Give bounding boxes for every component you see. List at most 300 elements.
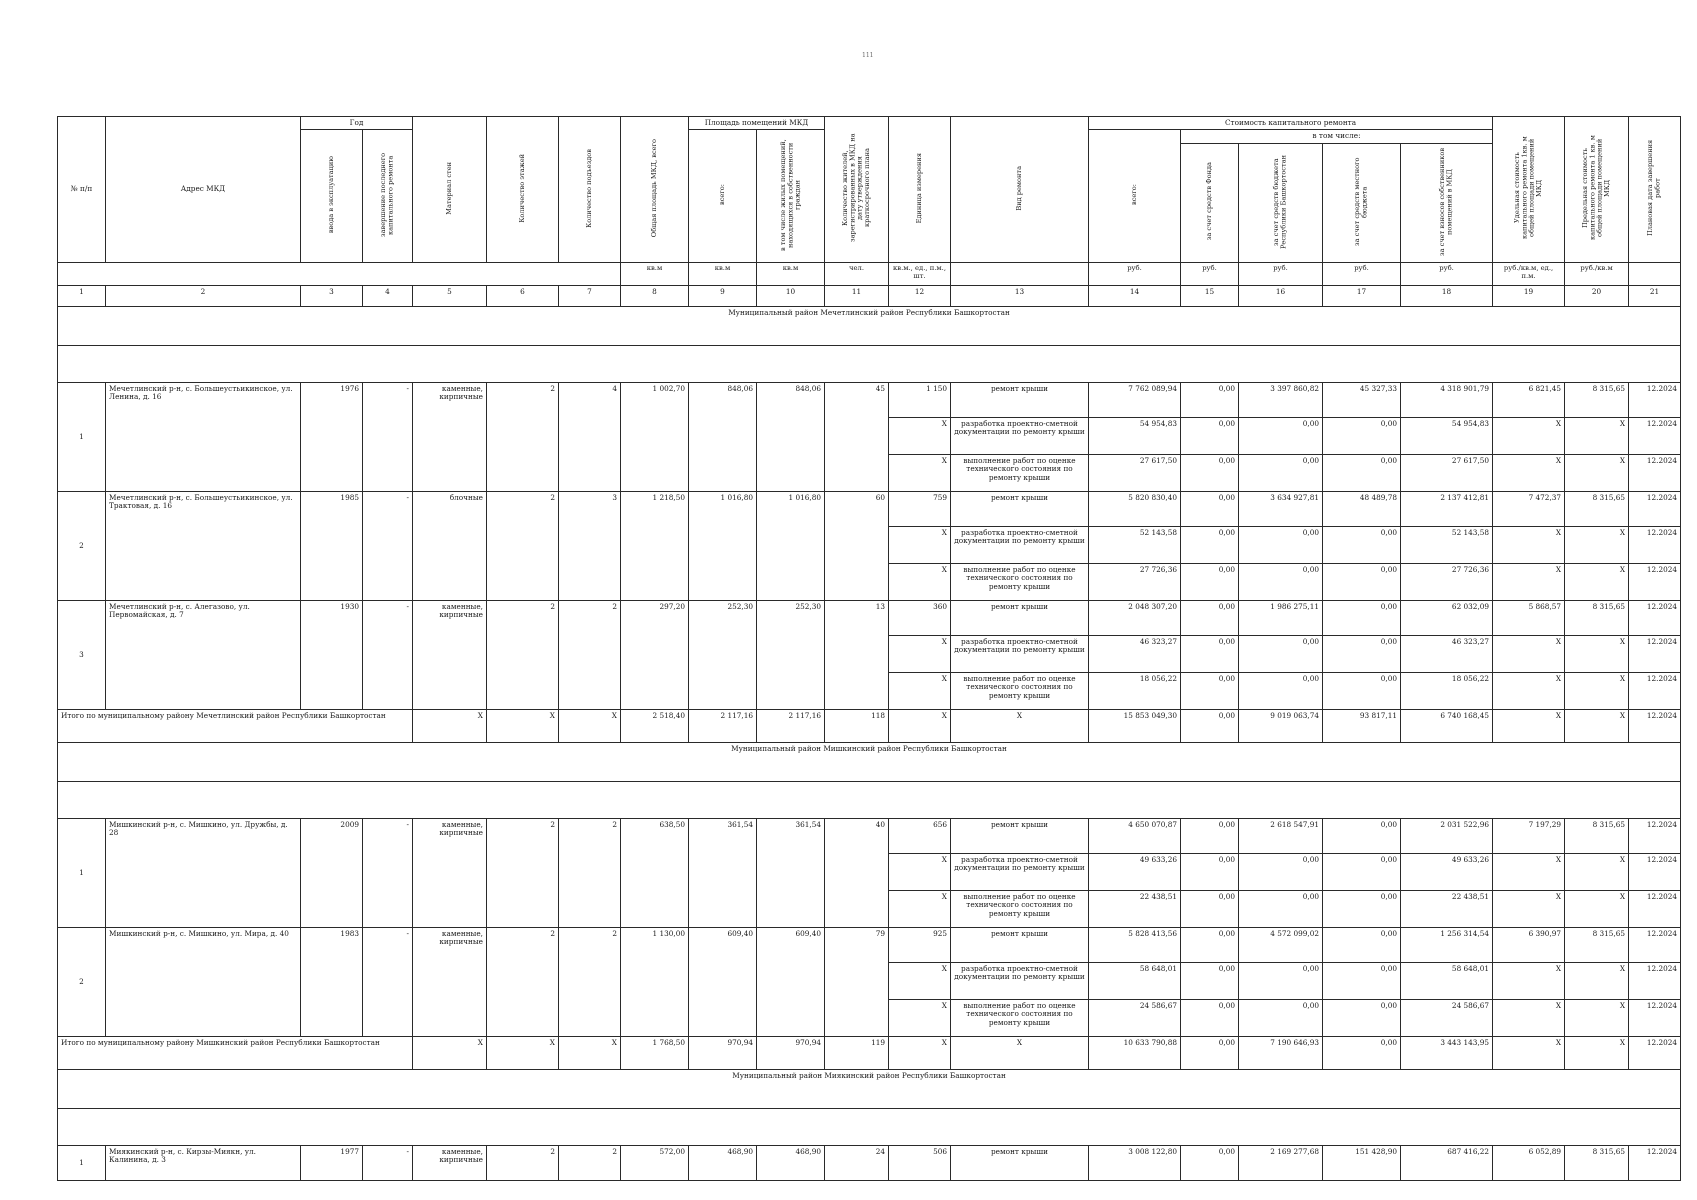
- total-area: 1 768,50: [621, 1036, 689, 1069]
- cost-value: 46 323,27: [1089, 635, 1181, 672]
- repair-type: ремонт крыши: [951, 600, 1089, 635]
- house-number: 1: [58, 1145, 106, 1180]
- page-number: 111: [862, 52, 874, 59]
- cost-value: 0,00: [1323, 635, 1401, 672]
- x-mark: X: [413, 1036, 487, 1069]
- plan-date: 12.2024: [1629, 1036, 1681, 1069]
- cost-value: 0,00: [1181, 491, 1239, 526]
- col-header-year-last-repair: завершение последнего капитального ремонта: [363, 130, 413, 262]
- col-header-total-area: Общая площадь МКД, всего: [621, 117, 689, 263]
- cost-value: 0,00: [1239, 962, 1323, 999]
- year-last-repair: -: [363, 818, 413, 927]
- premises-residential: 468,90: [757, 1145, 825, 1180]
- x-mark: X: [1565, 635, 1629, 672]
- cost-value: 1 256 314,54: [1401, 927, 1493, 962]
- cost-value: 4 572 099,02: [1239, 927, 1323, 962]
- premises-residential: 1 016,80: [757, 491, 825, 600]
- column-numbers-row: [58, 285, 1681, 306]
- max-cost: 8 315,65: [1565, 600, 1629, 635]
- x-mark: X: [951, 1036, 1089, 1069]
- col-header-cost-republic: за счет средств бюджета Республики Башкортостан: [1239, 143, 1323, 262]
- x-mark: X: [1565, 454, 1629, 491]
- cost-value: 27 617,50: [1089, 454, 1181, 491]
- premises-area: 970,94: [689, 1036, 757, 1069]
- x-mark: X: [889, 890, 951, 927]
- cost-value: 45 327,33: [1323, 382, 1401, 417]
- plan-date: 12.2024: [1629, 818, 1681, 853]
- wall-material: каменные, кирпичные: [413, 818, 487, 927]
- cost-value: 5 828 413,56: [1089, 927, 1181, 962]
- cost-value: 24 586,67: [1401, 999, 1493, 1036]
- column-number: 21: [1629, 285, 1681, 306]
- unit-cell: руб.: [1181, 262, 1239, 285]
- x-mark: X: [889, 999, 951, 1036]
- unit-cell: руб./кв.м: [1565, 262, 1629, 285]
- unit-cell: кв.м., ед., п.м., шт.: [889, 262, 951, 285]
- x-mark: X: [1565, 672, 1629, 709]
- cost-value: 3 443 143,95: [1401, 1036, 1493, 1069]
- plan-date: 12.2024: [1629, 1145, 1681, 1180]
- table-body: [58, 306, 1681, 1180]
- cost-value: 52 143,58: [1089, 526, 1181, 563]
- total-area: 1 002,70: [621, 382, 689, 491]
- x-mark: X: [889, 635, 951, 672]
- header-row-1: [58, 117, 1681, 130]
- cost-value: 22 438,51: [1401, 890, 1493, 927]
- cost-value: 27 617,50: [1401, 454, 1493, 491]
- district-title: Муниципальный район Мишкинский район Республики Башкортостан: [58, 742, 1681, 781]
- repair-type: разработка проектно-сметной документации по ремонту крыши: [951, 635, 1089, 672]
- cost-value: 15 853 049,30: [1089, 709, 1181, 742]
- col-header-cost-owners: за счет взносов собственников помещений в МКД: [1401, 143, 1493, 262]
- plan-date: 12.2024: [1629, 454, 1681, 491]
- plan-date: 12.2024: [1629, 890, 1681, 927]
- plan-date: 12.2024: [1629, 563, 1681, 600]
- plan-date: 12.2024: [1629, 999, 1681, 1036]
- col-header-floors: Количество этажей: [487, 117, 559, 263]
- cost-value: 0,00: [1181, 417, 1239, 454]
- cost-value: 0,00: [1323, 818, 1401, 853]
- unit-cell: кв.м: [757, 262, 825, 285]
- residents: 13: [825, 600, 889, 709]
- cost-value: 0,00: [1181, 635, 1239, 672]
- plan-date: 12.2024: [1629, 382, 1681, 417]
- col-header-address: Адрес МКД: [106, 117, 301, 263]
- column-number: 14: [1089, 285, 1181, 306]
- col-header-cost-total: всего:: [1089, 130, 1181, 262]
- residents: 119: [825, 1036, 889, 1069]
- cost-value: 0,00: [1323, 417, 1401, 454]
- entrances: 2: [559, 818, 621, 927]
- premises-residential: 970,94: [757, 1036, 825, 1069]
- total-area: 2 518,40: [621, 709, 689, 742]
- col-header-cost-fund: за счет средств Фонда: [1181, 143, 1239, 262]
- total-area: 638,50: [621, 818, 689, 927]
- cost-value: 27 726,36: [1089, 563, 1181, 600]
- x-mark: X: [889, 709, 951, 742]
- house-address: Мечетлинский р-н, с. Большеустьикинское, ул. Трактовая, д. 16: [106, 491, 301, 600]
- column-number: 13: [951, 285, 1089, 306]
- plan-date: 12.2024: [1629, 672, 1681, 709]
- premises-area: 252,30: [689, 600, 757, 709]
- cost-value: 0,00: [1323, 600, 1401, 635]
- entrances: 2: [559, 927, 621, 1036]
- repair-type: выполнение работ по оценке технического состояния по ремонту крыши: [951, 890, 1089, 927]
- cost-value: 0,00: [1181, 818, 1239, 853]
- x-mark: X: [1493, 526, 1565, 563]
- cost-value: 7 190 646,93: [1239, 1036, 1323, 1069]
- column-number: 19: [1493, 285, 1565, 306]
- column-number: 16: [1239, 285, 1323, 306]
- unit-cell: руб.: [1401, 262, 1493, 285]
- house-row: [58, 382, 1681, 417]
- premises-residential: 2 117,16: [757, 709, 825, 742]
- cost-value: 0,00: [1181, 890, 1239, 927]
- repair-type: ремонт крыши: [951, 382, 1089, 417]
- district-title: Муниципальный район Миякинский район Республики Башкортостан: [58, 1069, 1681, 1108]
- floors: 2: [487, 1145, 559, 1180]
- cost-value: 24 586,67: [1089, 999, 1181, 1036]
- cost-value: 2 169 277,68: [1239, 1145, 1323, 1180]
- spacer-row: [58, 1108, 1681, 1145]
- cost-value: 1 986 275,11: [1239, 600, 1323, 635]
- capital-repair-register: [57, 116, 1677, 1181]
- repair-type: ремонт крыши: [951, 1145, 1089, 1180]
- year-built: 1976: [301, 382, 363, 491]
- plan-date: 12.2024: [1629, 709, 1681, 742]
- house-row: [58, 927, 1681, 962]
- column-number: 8: [621, 285, 689, 306]
- house-number: 2: [58, 927, 106, 1036]
- x-mark: X: [889, 526, 951, 563]
- x-mark: X: [1493, 1036, 1565, 1069]
- year-last-repair: -: [363, 600, 413, 709]
- wall-material: каменные, кирпичные: [413, 382, 487, 491]
- x-mark: X: [1565, 853, 1629, 890]
- year-built: 1977: [301, 1145, 363, 1180]
- cost-value: 0,00: [1323, 853, 1401, 890]
- cost-value: 0,00: [1323, 672, 1401, 709]
- cost-value: 0,00: [1323, 927, 1401, 962]
- cost-value: 0,00: [1181, 853, 1239, 890]
- x-mark: X: [889, 672, 951, 709]
- x-mark: X: [889, 454, 951, 491]
- column-number: 11: [825, 285, 889, 306]
- cost-value: 58 648,01: [1089, 962, 1181, 999]
- repair-type: разработка проектно-сметной документации по ремонту крыши: [951, 853, 1089, 890]
- column-number: 18: [1401, 285, 1493, 306]
- col-header-no: № п/п: [58, 117, 106, 263]
- x-mark: X: [1493, 563, 1565, 600]
- column-number: 20: [1565, 285, 1629, 306]
- cost-value: 2 618 547,91: [1239, 818, 1323, 853]
- x-mark: X: [889, 853, 951, 890]
- cost-value: 49 633,26: [1401, 853, 1493, 890]
- x-mark: X: [1493, 853, 1565, 890]
- max-cost: 8 315,65: [1565, 491, 1629, 526]
- residents: 40: [825, 818, 889, 927]
- unit-cell: чел.: [825, 262, 889, 285]
- year-built: 1985: [301, 491, 363, 600]
- district-row: [58, 1069, 1681, 1108]
- cost-value: 0,00: [1181, 454, 1239, 491]
- wall-material: каменные, кирпичные: [413, 1145, 487, 1180]
- floors: 2: [487, 600, 559, 709]
- cost-value: 0,00: [1239, 890, 1323, 927]
- work-volume: 656: [889, 818, 951, 853]
- x-mark: X: [413, 709, 487, 742]
- year-built: 1983: [301, 927, 363, 1036]
- floors: 2: [487, 382, 559, 491]
- col-header-year-group: Год: [301, 117, 413, 130]
- col-header-plan-date: Плановая дата завершения работ: [1629, 117, 1681, 263]
- specific-cost: 7 197,29: [1493, 818, 1565, 853]
- cost-value: 0,00: [1181, 927, 1239, 962]
- house-row: [58, 818, 1681, 853]
- cost-value: 0,00: [1323, 454, 1401, 491]
- cost-value: 0,00: [1239, 672, 1323, 709]
- district-row: [58, 742, 1681, 781]
- cost-value: 6 740 168,45: [1401, 709, 1493, 742]
- wall-material: блочные: [413, 491, 487, 600]
- premises-area: 1 016,80: [689, 491, 757, 600]
- cost-value: 0,00: [1181, 526, 1239, 563]
- cost-value: 3 397 860,82: [1239, 382, 1323, 417]
- residents: 60: [825, 491, 889, 600]
- premises-area: 848,06: [689, 382, 757, 491]
- column-number: 6: [487, 285, 559, 306]
- repair-table: [57, 116, 1681, 1181]
- plan-date: 12.2024: [1629, 417, 1681, 454]
- floors: 2: [487, 818, 559, 927]
- max-cost: 8 315,65: [1565, 818, 1629, 853]
- x-mark: X: [487, 709, 559, 742]
- house-address: Миякинский р-н, с. Кирзы-Миякн, ул. Калинина, д. 3: [106, 1145, 301, 1180]
- x-mark: X: [1493, 999, 1565, 1036]
- col-header-repair-type: Вид ремонта: [951, 117, 1089, 263]
- cost-value: 18 056,22: [1089, 672, 1181, 709]
- plan-date: 12.2024: [1629, 600, 1681, 635]
- specific-cost: 5 868,57: [1493, 600, 1565, 635]
- x-mark: X: [1565, 417, 1629, 454]
- cost-value: 10 633 790,88: [1089, 1036, 1181, 1069]
- work-volume: 1 150: [889, 382, 951, 417]
- cost-value: 0,00: [1239, 853, 1323, 890]
- cost-value: 4 650 070,87: [1089, 818, 1181, 853]
- house-row: [58, 491, 1681, 526]
- cost-value: 0,00: [1239, 563, 1323, 600]
- house-address: Мишкинский р-н, с. Мишкино, ул. Дружбы, д. 28: [106, 818, 301, 927]
- units-row: [58, 262, 1681, 285]
- unit-cell: руб.: [1323, 262, 1401, 285]
- column-number: 15: [1181, 285, 1239, 306]
- specific-cost: 7 472,37: [1493, 491, 1565, 526]
- house-number: 3: [58, 600, 106, 709]
- x-mark: X: [1565, 709, 1629, 742]
- repair-type: разработка проектно-сметной документации по ремонту крыши: [951, 962, 1089, 999]
- repair-type: разработка проектно-сметной документации по ремонту крыши: [951, 417, 1089, 454]
- cost-value: 0,00: [1239, 635, 1323, 672]
- house-row: [58, 1145, 1681, 1180]
- plan-date: 12.2024: [1629, 635, 1681, 672]
- spacer-row: [58, 781, 1681, 818]
- cost-value: 0,00: [1181, 709, 1239, 742]
- repair-type: ремонт крыши: [951, 491, 1089, 526]
- x-mark: X: [1565, 890, 1629, 927]
- cost-value: 2 137 412,81: [1401, 491, 1493, 526]
- repair-type: выполнение работ по оценке технического состояния по ремонту крыши: [951, 999, 1089, 1036]
- column-number: 7: [559, 285, 621, 306]
- cost-value: 0,00: [1323, 890, 1401, 927]
- cost-value: 0,00: [1323, 962, 1401, 999]
- repair-type: разработка проектно-сметной документации по ремонту крыши: [951, 526, 1089, 563]
- cost-value: 0,00: [1181, 999, 1239, 1036]
- cost-value: 0,00: [1181, 962, 1239, 999]
- repair-type: ремонт крыши: [951, 818, 1089, 853]
- house-row: [58, 600, 1681, 635]
- cost-value: 0,00: [1239, 999, 1323, 1036]
- cost-value: 0,00: [1181, 672, 1239, 709]
- spacer: [58, 1108, 1681, 1145]
- cost-value: 52 143,58: [1401, 526, 1493, 563]
- cost-value: 151 428,90: [1323, 1145, 1401, 1180]
- max-cost: 8 315,65: [1565, 1145, 1629, 1180]
- cost-value: 0,00: [1239, 454, 1323, 491]
- unit-cell: кв.м: [621, 262, 689, 285]
- repair-type: ремонт крыши: [951, 927, 1089, 962]
- x-mark: X: [1493, 890, 1565, 927]
- premises-residential: 361,54: [757, 818, 825, 927]
- cost-value: 0,00: [1181, 1036, 1239, 1069]
- col-header-max-cost: Предельная стоимость капитального ремонта 1 кв. м общей площади помещений МКД: [1565, 117, 1629, 263]
- x-mark: X: [559, 709, 621, 742]
- cost-value: 0,00: [1181, 600, 1239, 635]
- wall-material: каменные, кирпичные: [413, 600, 487, 709]
- residents: 79: [825, 927, 889, 1036]
- premises-area: 609,40: [689, 927, 757, 1036]
- specific-cost: 6 052,89: [1493, 1145, 1565, 1180]
- max-cost: 8 315,65: [1565, 382, 1629, 417]
- work-volume: 506: [889, 1145, 951, 1180]
- house-address: Мечетлинский р-н, с. Большеустьикинское, ул. Ленина, д. 16: [106, 382, 301, 491]
- cost-value: 22 438,51: [1089, 890, 1181, 927]
- x-mark: X: [1493, 962, 1565, 999]
- premises-area: 468,90: [689, 1145, 757, 1180]
- year-last-repair: -: [363, 382, 413, 491]
- col-header-specific-cost: Удельная стоимость капитального ремонта 1кв. м общей площади помещений МКД: [1493, 117, 1565, 263]
- cost-value: 4 318 901,79: [1401, 382, 1493, 417]
- spacer-row: [58, 345, 1681, 382]
- wall-material: каменные, кирпичные: [413, 927, 487, 1036]
- house-address: Мишкинский р-н, с. Мишкино, ул. Мира, д. 40: [106, 927, 301, 1036]
- x-mark: X: [1493, 672, 1565, 709]
- total-area: 297,20: [621, 600, 689, 709]
- residents: 118: [825, 709, 889, 742]
- col-header-including: в том числе:: [1181, 130, 1493, 143]
- col-header-residents: Количество жителей, зарегистрированных в МКД на дату утверждения краткосрочного плана: [825, 117, 889, 263]
- cost-value: 0,00: [1239, 417, 1323, 454]
- total-area: 1 130,00: [621, 927, 689, 1036]
- col-header-year-built: ввода в эксплуатацию: [301, 130, 363, 262]
- spacer: [58, 781, 1681, 818]
- x-mark: X: [889, 1036, 951, 1069]
- col-header-cost-group: Стоимость капитального ремонта: [1089, 117, 1493, 130]
- cost-value: 18 056,22: [1401, 672, 1493, 709]
- col-header-premises-group: Площадь помещений МКД: [689, 117, 825, 130]
- col-header-material: Материал стен: [413, 117, 487, 263]
- cost-value: 5 820 830,40: [1089, 491, 1181, 526]
- entrances: 2: [559, 600, 621, 709]
- column-number: 9: [689, 285, 757, 306]
- year-last-repair: -: [363, 1145, 413, 1180]
- plan-date: 12.2024: [1629, 962, 1681, 999]
- cost-value: 0,00: [1239, 526, 1323, 563]
- x-mark: X: [1493, 454, 1565, 491]
- max-cost: 8 315,65: [1565, 927, 1629, 962]
- x-mark: X: [1565, 526, 1629, 563]
- unit-cell: руб.: [1089, 262, 1181, 285]
- column-number: 10: [757, 285, 825, 306]
- entrances: 3: [559, 491, 621, 600]
- cost-value: 3 634 927,81: [1239, 491, 1323, 526]
- district-total-row: [58, 709, 1681, 742]
- x-mark: X: [1565, 1036, 1629, 1069]
- premises-residential: 609,40: [757, 927, 825, 1036]
- x-mark: X: [889, 417, 951, 454]
- x-mark: X: [889, 962, 951, 999]
- cost-value: 27 726,36: [1401, 563, 1493, 600]
- floors: 2: [487, 927, 559, 1036]
- x-mark: X: [889, 563, 951, 600]
- x-mark: X: [559, 1036, 621, 1069]
- x-mark: X: [487, 1036, 559, 1069]
- total-area: 1 218,50: [621, 491, 689, 600]
- col-header-cost-local: за счет средств местного бюджета: [1323, 143, 1401, 262]
- x-mark: X: [1565, 563, 1629, 600]
- house-address: Мечетлинский р-н, с. Алегазово, ул. Первомайская, д. 7: [106, 600, 301, 709]
- district-total-row: [58, 1036, 1681, 1069]
- year-built: 1930: [301, 600, 363, 709]
- cost-value: 2 031 522,96: [1401, 818, 1493, 853]
- house-number: 1: [58, 818, 106, 927]
- year-built: 2009: [301, 818, 363, 927]
- plan-date: 12.2024: [1629, 526, 1681, 563]
- year-last-repair: -: [363, 491, 413, 600]
- house-number: 2: [58, 491, 106, 600]
- cost-value: 9 019 063,74: [1239, 709, 1323, 742]
- spacer: [58, 345, 1681, 382]
- cost-value: 687 416,22: [1401, 1145, 1493, 1180]
- cost-value: 48 489,78: [1323, 491, 1401, 526]
- cost-value: 54 954,83: [1089, 417, 1181, 454]
- entrances: 4: [559, 382, 621, 491]
- cost-value: 0,00: [1181, 1145, 1239, 1180]
- district-title: Муниципальный район Мечетлинский район Республики Башкортостан: [58, 306, 1681, 345]
- cost-value: 54 954,83: [1401, 417, 1493, 454]
- column-number: 17: [1323, 285, 1401, 306]
- col-header-premises-in-program: в том числе жилых помещений, находящихся в собственности граждан: [757, 130, 825, 262]
- column-number: 4: [363, 285, 413, 306]
- cost-value: 58 648,01: [1401, 962, 1493, 999]
- floors: 2: [487, 491, 559, 600]
- column-number: 2: [106, 285, 301, 306]
- col-header-unit: Единица измерения: [889, 117, 951, 263]
- district-row: [58, 306, 1681, 345]
- premises-area: 2 117,16: [689, 709, 757, 742]
- work-volume: 759: [889, 491, 951, 526]
- repair-type: выполнение работ по оценке технического состояния по ремонту крыши: [951, 454, 1089, 491]
- total-label: Итого по муниципальному району Мишкинский район Республики Башкортостан: [58, 1036, 413, 1069]
